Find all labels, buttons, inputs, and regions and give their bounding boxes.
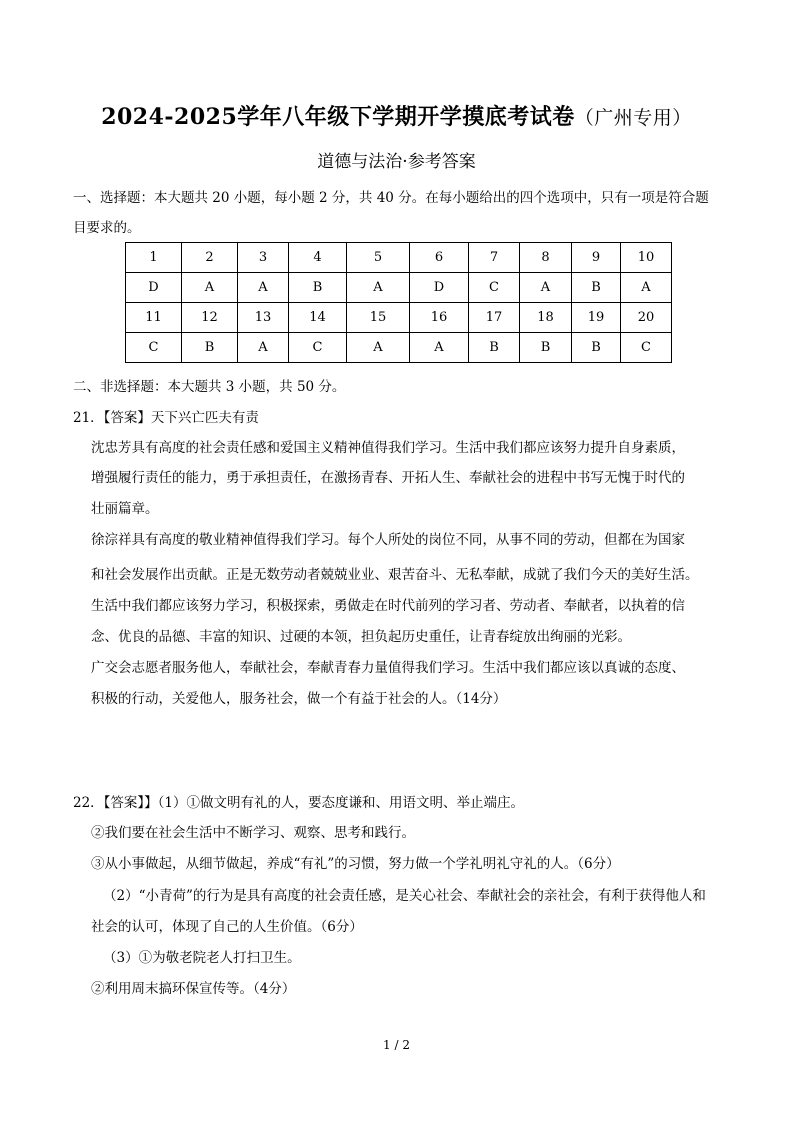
q22-line: ③从小事做起，从细节做起，养成“有礼”的习惯，努力做一个学礼明礼守礼的人。（6分） xyxy=(91,856,620,872)
exam-title-main: 2024-2025学年八年级下学期开学摸底考试卷 xyxy=(101,104,575,130)
question-number-cell: 17 xyxy=(469,303,520,333)
q21-line: 和社会发展作出贡献。正是无数劳动者兢兢业业、艰苦奋斗、无私奉献，成就了我们今天的美好生活。 xyxy=(91,567,699,583)
table-row-answers xyxy=(126,273,672,303)
question-number-cell: 12 xyxy=(182,303,238,333)
answer-cell: B xyxy=(182,333,238,363)
q21-line: 沈忠芳具有高度的社会责任感和爱国主义精神值得我们学习。生活中我们都应该努力提升自身素质， xyxy=(91,440,685,456)
question-number-cell: 5 xyxy=(347,243,410,273)
section2-heading: 二、非选择题：本大题共 3 小题，共 50 分。 xyxy=(73,379,346,395)
q21-line: 增强履行责任的能力，勇于承担责任，在激扬青春、开拓人生、奉献社会的进程中书写无愧于时代的 xyxy=(91,470,685,486)
q22-line: 社会的认可，体现了自己的人生价值。（6分） xyxy=(91,919,363,935)
question-number-cell: 16 xyxy=(410,303,469,333)
question-number-cell: 13 xyxy=(238,303,289,333)
question-number-cell: 11 xyxy=(126,303,182,333)
answer-cell: D xyxy=(126,273,182,303)
page-number: 1 / 2 xyxy=(383,1038,410,1052)
answer-cell: A xyxy=(182,273,238,303)
answer-table xyxy=(125,242,672,363)
answer-cell: A xyxy=(520,273,572,303)
q22-answer-label: 22．【答案】】（1）①做文明有礼的人，要态度谦和、用语文明、举止端庄。 xyxy=(73,795,525,811)
q22-line: ②利用周末搞环保宣传等。（4分） xyxy=(91,981,296,997)
q22-line: ②我们要在社会生活中不断学习、观察、思考和践行。 xyxy=(91,825,415,841)
answer-cell: C xyxy=(621,333,672,363)
question-number-cell: 7 xyxy=(469,243,520,273)
question-number-cell: 8 xyxy=(520,243,572,273)
q21-line: 广交会志愿者服务他人，奉献社会，奉献青春力量值得我们学习。生活中我们都应该以真诚的态度、 xyxy=(91,660,685,676)
answer-cell: A xyxy=(410,333,469,363)
q21-line: 念、优良的品德、丰富的知识、过硬的本领，担负起历史重任，让青春绽放出绚丽的光彩。 xyxy=(91,629,631,645)
answer-cell: B xyxy=(572,273,621,303)
table-row-answers xyxy=(126,333,672,363)
answer-cell: B xyxy=(520,333,572,363)
answer-cell: C xyxy=(289,333,347,363)
table-row-question-numbers xyxy=(126,243,672,273)
q21-answer-label: 21．【答案】天下兴亡匹夫有责 xyxy=(73,410,259,426)
question-number-cell: 15 xyxy=(347,303,410,333)
question-number-cell: 10 xyxy=(621,243,672,273)
q21-line: 壮丽篇章。 xyxy=(91,501,159,517)
answer-cell: C xyxy=(469,273,520,303)
table-row-question-numbers xyxy=(126,303,672,333)
question-number-cell: 2 xyxy=(182,243,238,273)
answer-cell: D xyxy=(410,273,469,303)
answer-cell: A xyxy=(238,273,289,303)
question-number-cell: 20 xyxy=(621,303,672,333)
answer-cell: A xyxy=(621,273,672,303)
question-number-cell: 9 xyxy=(572,243,621,273)
question-number-cell: 4 xyxy=(289,243,347,273)
q21-line: 生活中我们都应该努力学习，积极探索，勇做走在时代前列的学习者、劳动者、奉献者，以执着的信 xyxy=(91,598,685,614)
question-number-cell: 1 xyxy=(126,243,182,273)
answer-cell: B xyxy=(572,333,621,363)
exam-title-region: （广州专用） xyxy=(574,107,692,129)
answer-cell: C xyxy=(126,333,182,363)
answer-cell: A xyxy=(238,333,289,363)
question-number-cell: 18 xyxy=(520,303,572,333)
q22-line: （2）“小青荷”的行为是具有高度的社会责任感，是关心社会、奉献社会的亲社会，有利于获得他人和 xyxy=(103,888,706,904)
q22-line: （3）①为敬老院老人打扫卫生。 xyxy=(103,950,301,966)
q21-line: 积极的行动，关爱他人，服务社会，做一个有益于社会的人。（14分） xyxy=(91,691,507,707)
exam-title xyxy=(0,100,793,131)
section1-instruction-line1: 一、选择题：本大题共 20 小题，每小题 2 分，共 40 分。在每小题给出的四个选项中，只有一项是符合题 xyxy=(73,190,709,206)
answer-cell: B xyxy=(469,333,520,363)
question-number-cell: 3 xyxy=(238,243,289,273)
exam-subtitle: 道德与法治·参考答案 xyxy=(317,152,476,172)
answer-cell: A xyxy=(347,273,410,303)
question-number-cell: 19 xyxy=(572,303,621,333)
question-number-cell: 14 xyxy=(289,303,347,333)
section1-instruction-line2: 目要求的。 xyxy=(73,220,141,236)
q21-line: 徐淙祥具有高度的敬业精神值得我们学习。每个人所处的岗位不同，从事不同的劳动，但都在为国家 xyxy=(91,532,685,548)
question-number-cell: 6 xyxy=(410,243,469,273)
answer-cell: B xyxy=(289,273,347,303)
answer-cell: A xyxy=(347,333,410,363)
